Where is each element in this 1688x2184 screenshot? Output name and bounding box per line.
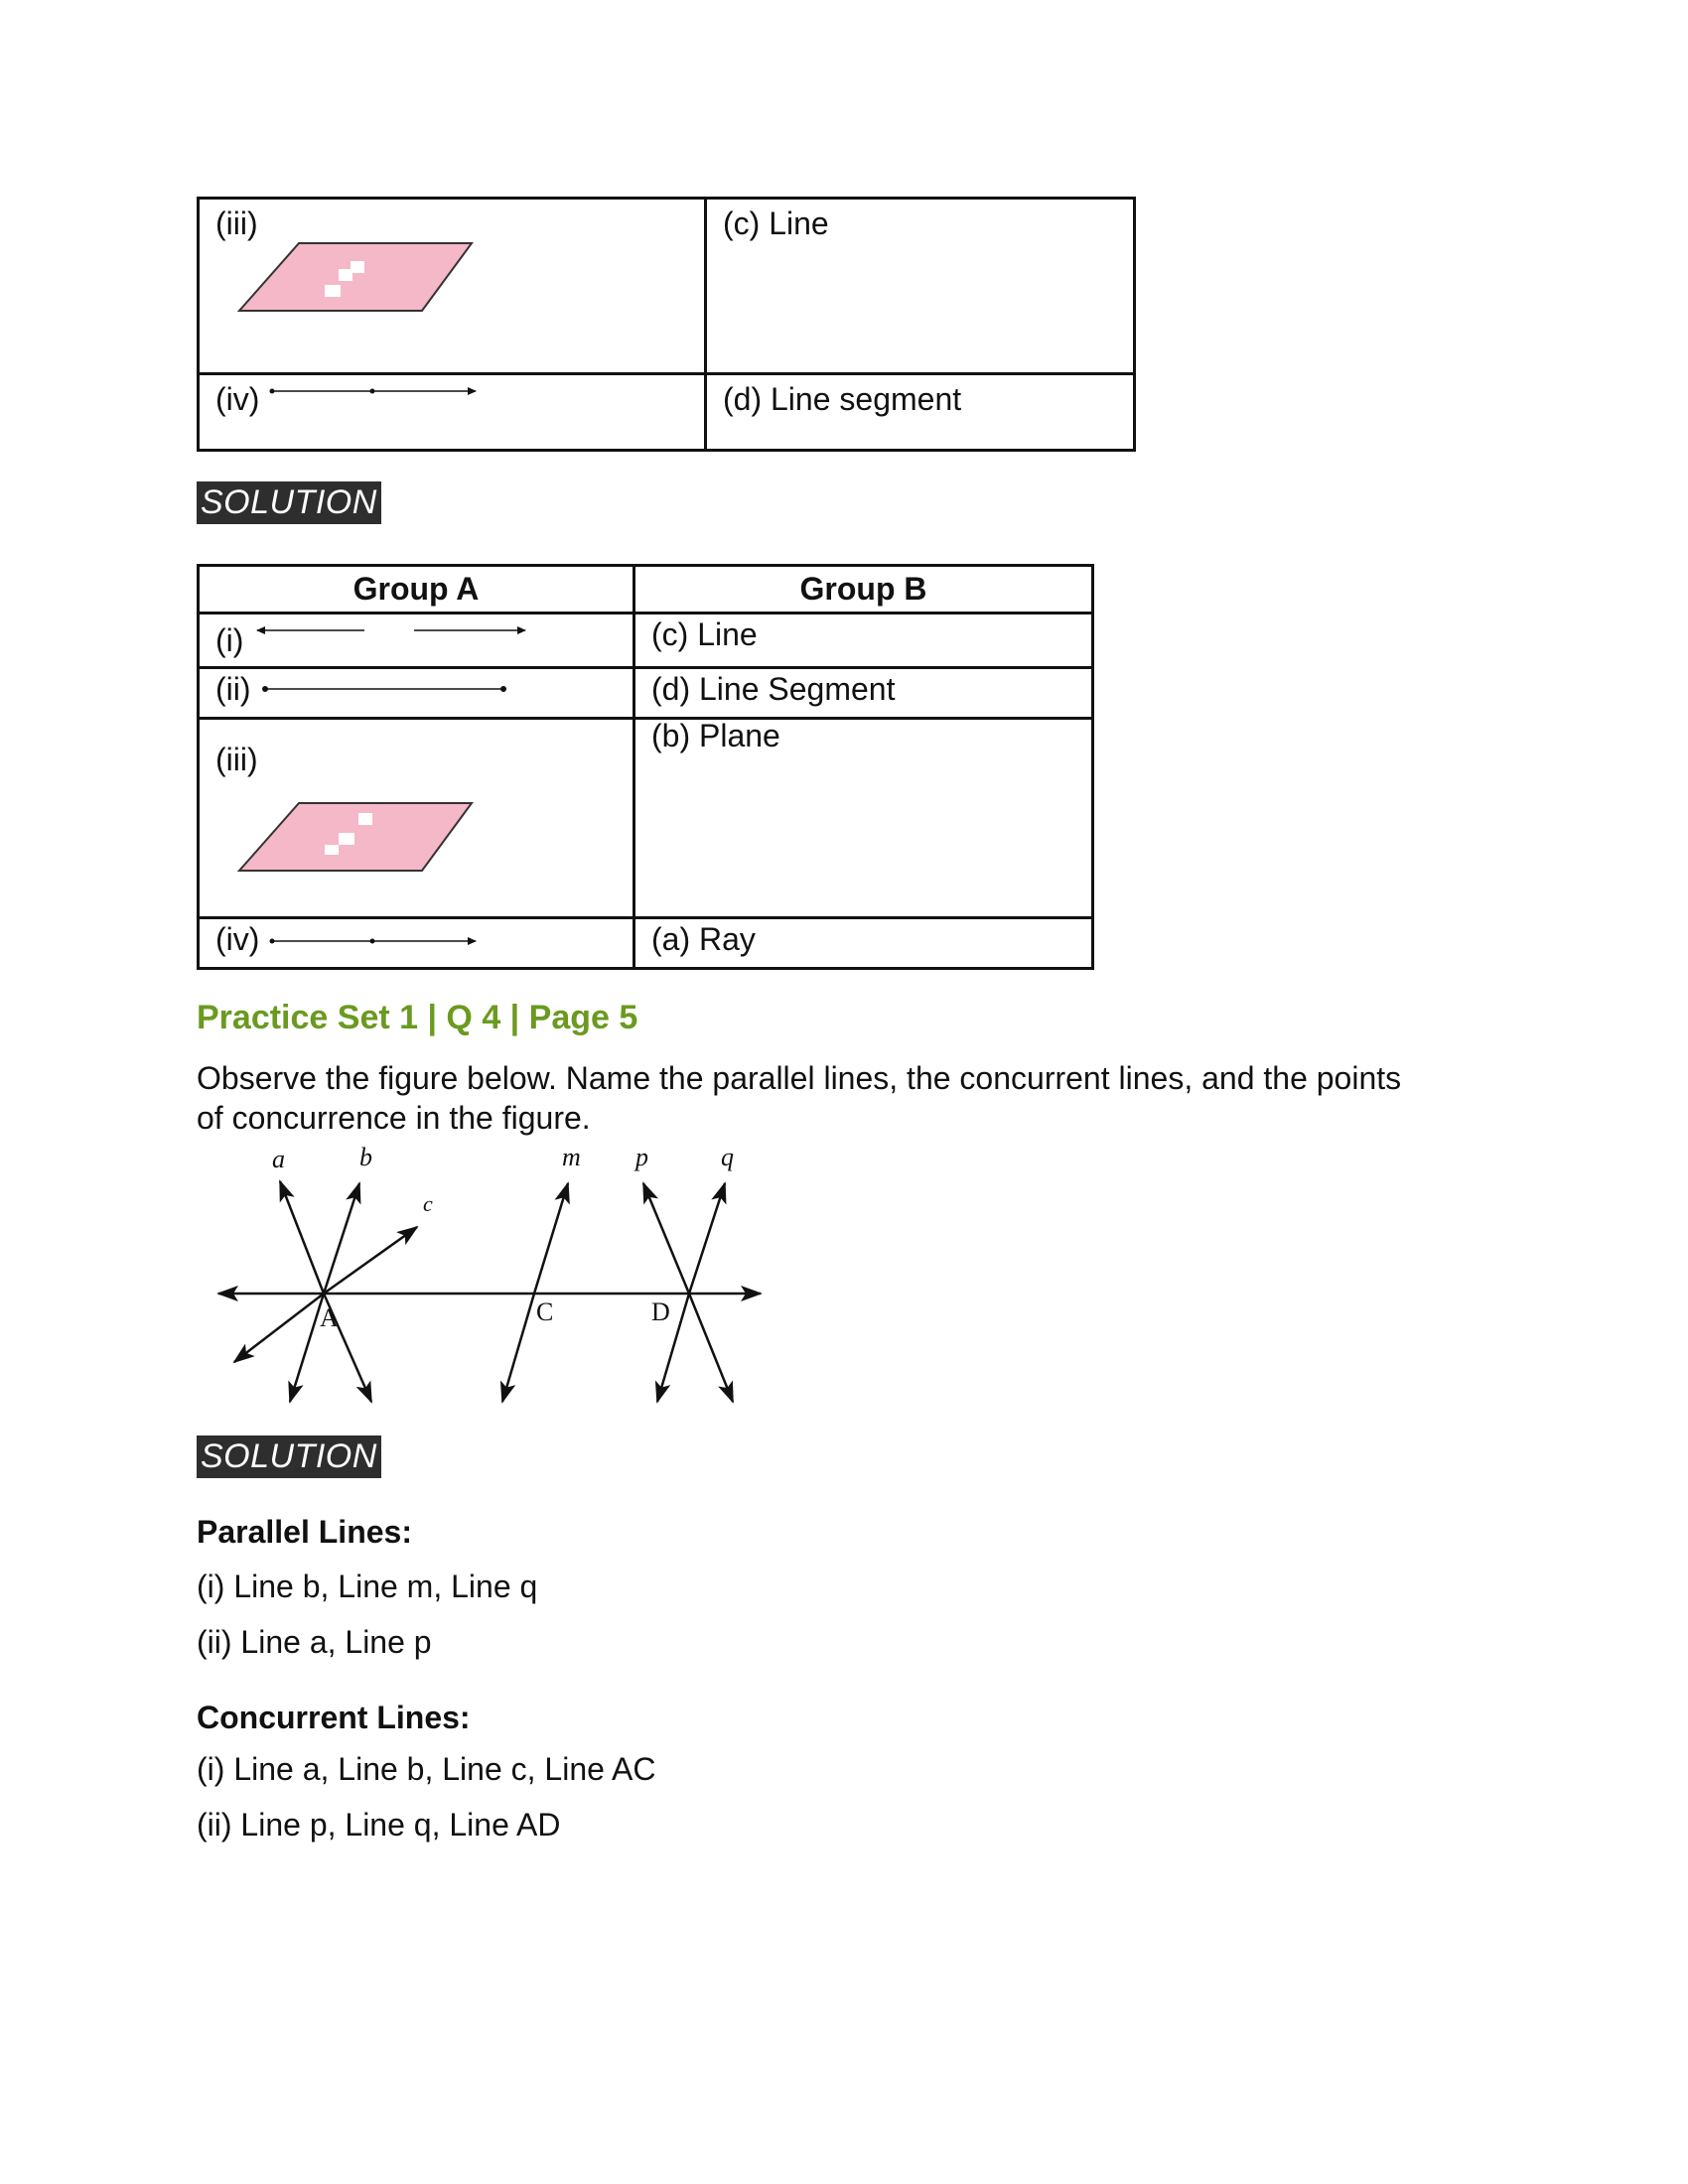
match-row-iv-label: (iv) [215, 921, 260, 957]
top-match-table [197, 197, 1136, 452]
match-row-iii-answer: (b) Plane [651, 718, 780, 753]
ray-figure [269, 931, 488, 951]
match-cell-left [199, 719, 634, 918]
label-C: C [536, 1297, 554, 1326]
label-p: p [635, 1143, 648, 1171]
lines-figure [209, 1142, 784, 1410]
line-figure [255, 620, 533, 640]
parallel-item: (i) Line b, Line m, Line q [197, 1569, 538, 1604]
plane-figure [239, 799, 478, 879]
match-cell-left [199, 668, 634, 719]
top-table-cell-left [199, 199, 706, 374]
label-m: m [562, 1143, 581, 1171]
match-cell-left [199, 614, 634, 668]
label-b: b [359, 1143, 372, 1171]
match-cell-left [199, 918, 634, 969]
label-A: A [320, 1303, 339, 1332]
top-table-cell-left [199, 374, 706, 451]
plane-figure [239, 239, 478, 319]
top-row-iv-label: (iv) [215, 381, 260, 417]
label-q: q [721, 1143, 734, 1171]
concurrent-lines-title: Concurrent Lines: [197, 1700, 471, 1735]
match-row-ii-label: (ii) [215, 671, 251, 707]
concurrent-item: (ii) Line p, Line q, Line AD [197, 1807, 561, 1843]
parallel-lines-title: Parallel Lines: [197, 1514, 412, 1550]
match-cell-right [634, 668, 1093, 719]
match-cell-right [634, 719, 1093, 918]
ray-figure [269, 381, 488, 401]
top-table-cell-right [706, 374, 1135, 451]
question-line-2: of concurrence in the figure. [197, 1100, 591, 1136]
match-row-iv-answer: (a) Ray [651, 921, 756, 957]
parallel-item: (ii) Line a, Line p [197, 1624, 432, 1660]
label-a: a [272, 1145, 285, 1173]
solution-badge: SOLUTION [197, 1435, 381, 1478]
match-cell-right [634, 918, 1093, 969]
match-row-ii-answer: (d) Line Segment [651, 671, 896, 707]
concurrent-item: (i) Line a, Line b, Line c, Line AC [197, 1751, 656, 1787]
top-table-cell-right [706, 199, 1135, 374]
solution-badge: SOLUTION [197, 481, 381, 524]
line-segment-figure [261, 679, 519, 699]
group-b-header: Group B [634, 566, 1093, 614]
practice-heading: Practice Set 1 | Q 4 | Page 5 [197, 999, 638, 1036]
top-row-iv-answer: (d) Line segment [723, 381, 962, 417]
match-row-i-answer: (c) Line [651, 616, 758, 652]
group-match-table [197, 564, 1094, 970]
match-row-i-label: (i) [215, 622, 244, 658]
question-line-1: Observe the figure below. Name the parallel lines, the concurrent lines, and the points [197, 1060, 1402, 1096]
label-c: c [423, 1191, 433, 1216]
label-D: D [651, 1297, 670, 1326]
match-row-iii-label: (iii) [215, 742, 258, 777]
group-a-header: Group A [199, 566, 634, 614]
match-cell-right [634, 614, 1093, 668]
top-row-iii-label: (iii) [215, 205, 258, 241]
top-row-iii-answer: (c) Line [723, 205, 829, 241]
